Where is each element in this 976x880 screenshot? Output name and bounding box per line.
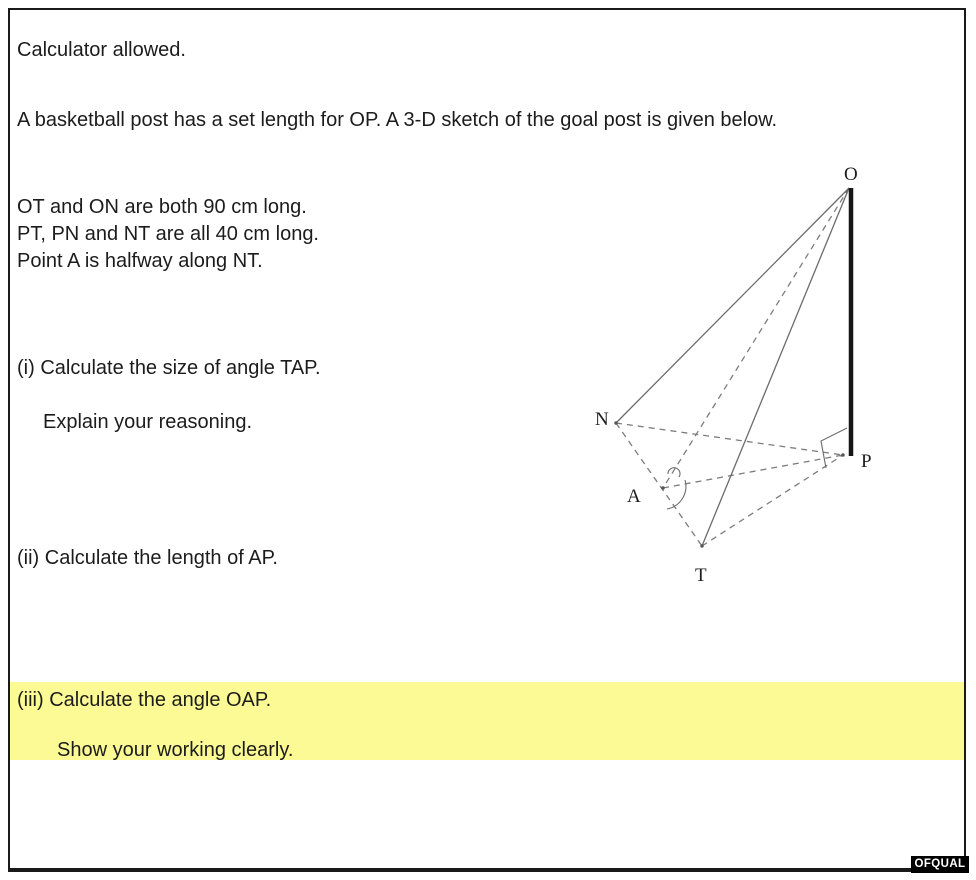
- label-n: N: [595, 409, 609, 430]
- vertex-n: [614, 421, 617, 424]
- question-i-subtext: Explain your reasoning.: [43, 411, 253, 433]
- intro-text: A basketball post has a set length for OP. A 3-D sketch of the goal post is given below.: [17, 109, 778, 131]
- question-iii-text: (iii) Calculate the angle OAP.: [17, 689, 272, 711]
- label-o: O: [844, 164, 858, 185]
- vertex-a: [661, 486, 664, 489]
- right-angle-mark-p: [821, 428, 847, 468]
- label-a: A: [627, 486, 641, 507]
- edge-a-p-dashed: [663, 455, 843, 488]
- fact-line-1: OT and ON are both 90 cm long.: [17, 196, 307, 218]
- edge-t-o: [702, 188, 849, 546]
- vertex-t: [700, 544, 703, 547]
- question-i-text: (i) Calculate the size of angle TAP.: [17, 357, 321, 379]
- question-ii-text: (ii) Calculate the length of AP.: [17, 547, 278, 569]
- edge-n-t-dashed: [616, 423, 702, 546]
- goal-post-3d-diagram: [555, 140, 965, 610]
- ofqual-badge: OFQUAL: [911, 856, 969, 873]
- angle-arc-a: [667, 480, 686, 509]
- instruction-text: Calculator allowed.: [17, 39, 186, 61]
- edge-n-o: [616, 188, 849, 423]
- vertex-p: [841, 453, 844, 456]
- label-p: P: [861, 451, 872, 472]
- edge-t-p-dashed: [702, 455, 843, 546]
- question-iii-subtext: Show your working clearly.: [57, 739, 294, 761]
- edge-n-p-dashed: [616, 423, 843, 455]
- fact-line-2: PT, PN and NT are all 40 cm long.: [17, 223, 319, 245]
- fact-line-3: Point A is halfway along NT.: [17, 250, 263, 272]
- label-t: T: [695, 565, 707, 586]
